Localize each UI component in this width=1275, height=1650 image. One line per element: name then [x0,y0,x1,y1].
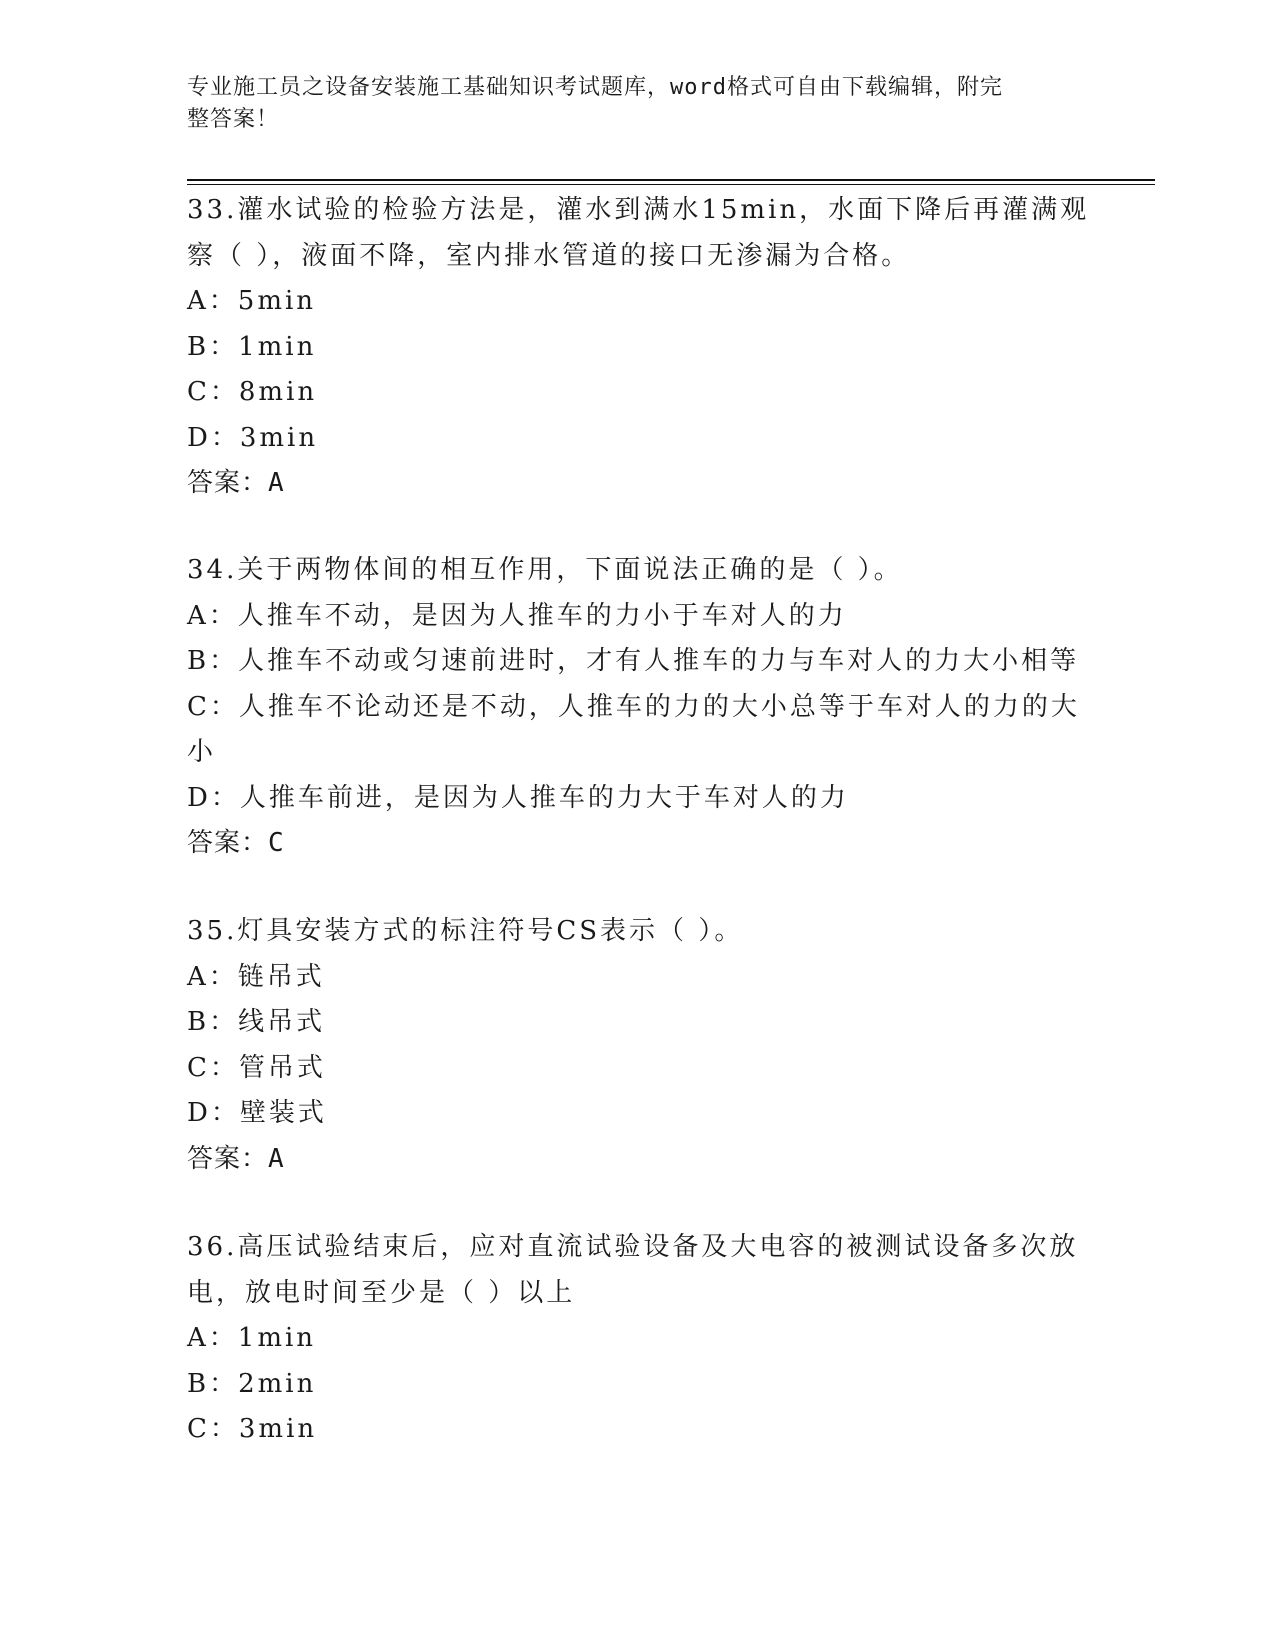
question-stem: 察（ ），液面不降，室内排水管道的接口无渗漏为合格。 [187,240,911,271]
header-line: 整答案！ [187,107,280,132]
document-header [187,72,1067,136]
option-d: D：人推车前进，是因为人推车的力大于车对人的力 [187,782,849,813]
question-stem: 34.关于两物体间的相互作用，下面说法正确的是（ ）。 [187,555,903,585]
answer: 答案：C [187,828,285,858]
question-35 [187,909,1077,1182]
option-a: A：链吊式 [187,961,325,992]
option-c: C：人推车不论动还是不动，人推车的力的大小总等于车对人的力的大 [187,691,1080,722]
option-a: A：5min [187,286,317,316]
question-36 [187,1225,1077,1453]
answer: 答案：A [187,468,285,498]
header-line: 专业施工员之设备安装施工基础知识考试题库，word格式可自由下载编辑，附完 [187,75,1003,100]
option-c: C：管吊式 [187,1052,326,1083]
question-stem: 36.高压试验结束后，应对直流试验设备及大电容的被测试设备多次放 [187,1232,1079,1262]
question-33 [187,188,1090,507]
question-34 [187,548,1080,867]
header-divider [187,179,1155,181]
option-b: B：线吊式 [187,1007,326,1037]
option-c: C：8min [187,377,318,407]
option-a: A：1min [187,1323,317,1353]
question-stem: 电，放电时间至少是（ ）以上 [187,1277,576,1308]
option-d: D：壁装式 [187,1098,327,1128]
option-a: A：人推车不动，是因为人推车的力小于车对人的力 [187,600,847,631]
question-stem: 35.灯具安装方式的标注符号CS表示（ ）。 [187,916,744,946]
question-stem: 33.灌水试验的检验方法是，灌水到满水15min，水面下降后再灌满观 [187,195,1090,225]
option-c: C：3min [187,1414,318,1444]
option-b: B：人推车不动或匀速前进时，才有人推车的力与车对人的力大小相等 [187,646,1080,676]
header-divider [187,184,1155,185]
option-c-continued: 小 [187,737,217,767]
option-b: B：1min [187,331,317,362]
option-d: D：3min [187,422,319,453]
option-b: B：2min [187,1368,317,1399]
answer: 答案：A [187,1143,285,1174]
